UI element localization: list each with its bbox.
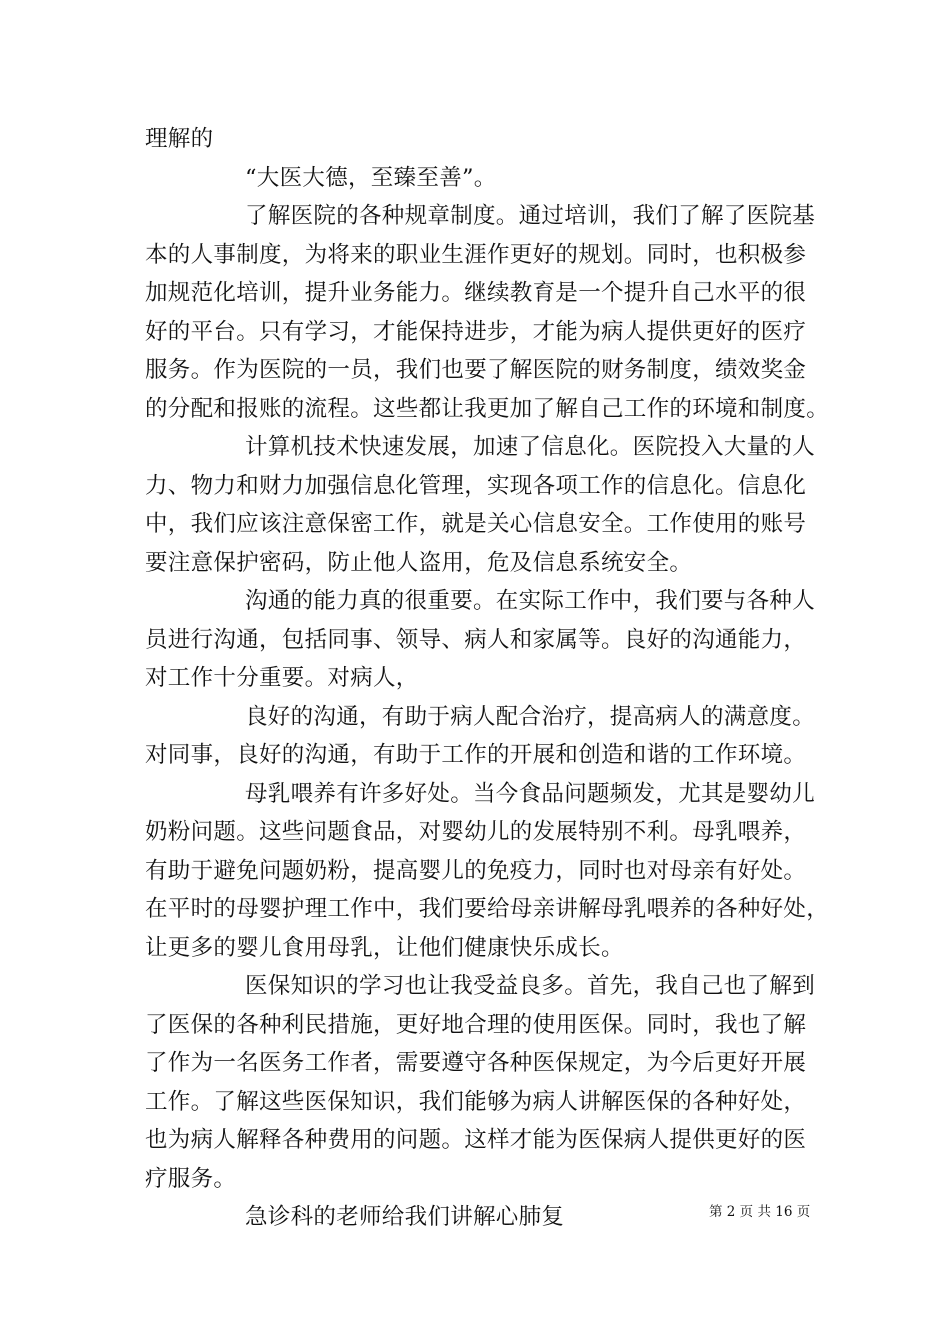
text-line: 计算机技术快速发展，加速了信息化。医院投入大量的人	[245, 434, 816, 460]
text-line: 好的平台。只有学习，才能保持进步，才能为病人提供更好的医疗	[145, 318, 807, 345]
text-line: 良好的沟通，有助于病人配合治疗，提高病人的满意度。	[245, 703, 816, 730]
document-body	[145, 120, 830, 1237]
text-line: 医保知识的学习也让我受益良多。首先，我自己也了解到	[245, 973, 816, 999]
text-line: 要注意保护密码，防止他人盗用，危及信息系统安全。	[145, 549, 693, 576]
page-footer: 第 2 页 共 16 页	[709, 1204, 811, 1220]
text-line: 急诊科的老师给我们讲解心肺复	[245, 1204, 565, 1230]
text-line: 了作为一名医务工作者，需要遵守各种医保规定，为今后更好开展	[145, 1050, 807, 1076]
text-line: 疗服务。	[145, 1165, 237, 1192]
text-line: “大医大德，至臻至善”。	[245, 164, 497, 191]
text-line: 力、物力和财力加强信息化管理，实现各项工作的信息化。信息化	[145, 472, 807, 499]
text-line: 对工作十分重要。对病人，	[145, 665, 419, 691]
text-line: 的分配和报账的流程。这些都让我更加了解自己工作的环境和制度。	[145, 395, 830, 422]
text-line: 理解的	[145, 126, 214, 152]
text-line: 也为病人解释各种费用的问题。这样才能为医保病人提供更好的医	[145, 1127, 807, 1153]
text-line: 奶粉问题。这些问题食品，对婴幼儿的发展特别不利。母乳喂养，	[145, 819, 807, 845]
text-line: 工作。了解这些医保知识，我们能够为病人讲解医保的各种好处，	[145, 1088, 807, 1115]
text-line: 服务。作为医院的一员，我们也要了解医院的财务制度，绩效奖金	[145, 357, 807, 383]
text-line: 了解医院的各种规章制度。通过培训，我们了解了医院基	[245, 203, 816, 229]
text-line: 对同事，良好的沟通，有助于工作的开展和创造和谐的工作环境。	[145, 742, 807, 768]
text-line: 了医保的各种利民措施，更好地合理的使用医保。同时，我也了解	[145, 1011, 807, 1038]
text-line: 沟通的能力真的很重要。在实际工作中，我们要与各种人	[245, 588, 816, 614]
text-line: 本的人事制度，为将来的职业生涯作更好的规划。同时，也积极参	[145, 241, 807, 268]
text-line: 在平时的母婴护理工作中，我们要给母亲讲解母乳喂养的各种好处，	[145, 896, 830, 922]
text-line: 员进行沟通，包括同事、领导、病人和家属等。良好的沟通能力，	[145, 626, 807, 653]
text-line: 让更多的婴儿食用母乳，让他们健康快乐成长。	[145, 934, 624, 961]
text-line: 有助于避免问题奶粉，提高婴儿的免疫力，同时也对母亲有好处。	[145, 857, 807, 884]
text-line: 中，我们应该注意保密工作，就是关心信息安全。工作使用的账号	[145, 511, 807, 537]
text-line: 母乳喂养有许多好处。当今食品问题频发，尤其是婴幼儿	[245, 780, 816, 807]
text-line: 加规范化培训，提升业务能力。继续教育是一个提升自己水平的很	[145, 280, 807, 306]
